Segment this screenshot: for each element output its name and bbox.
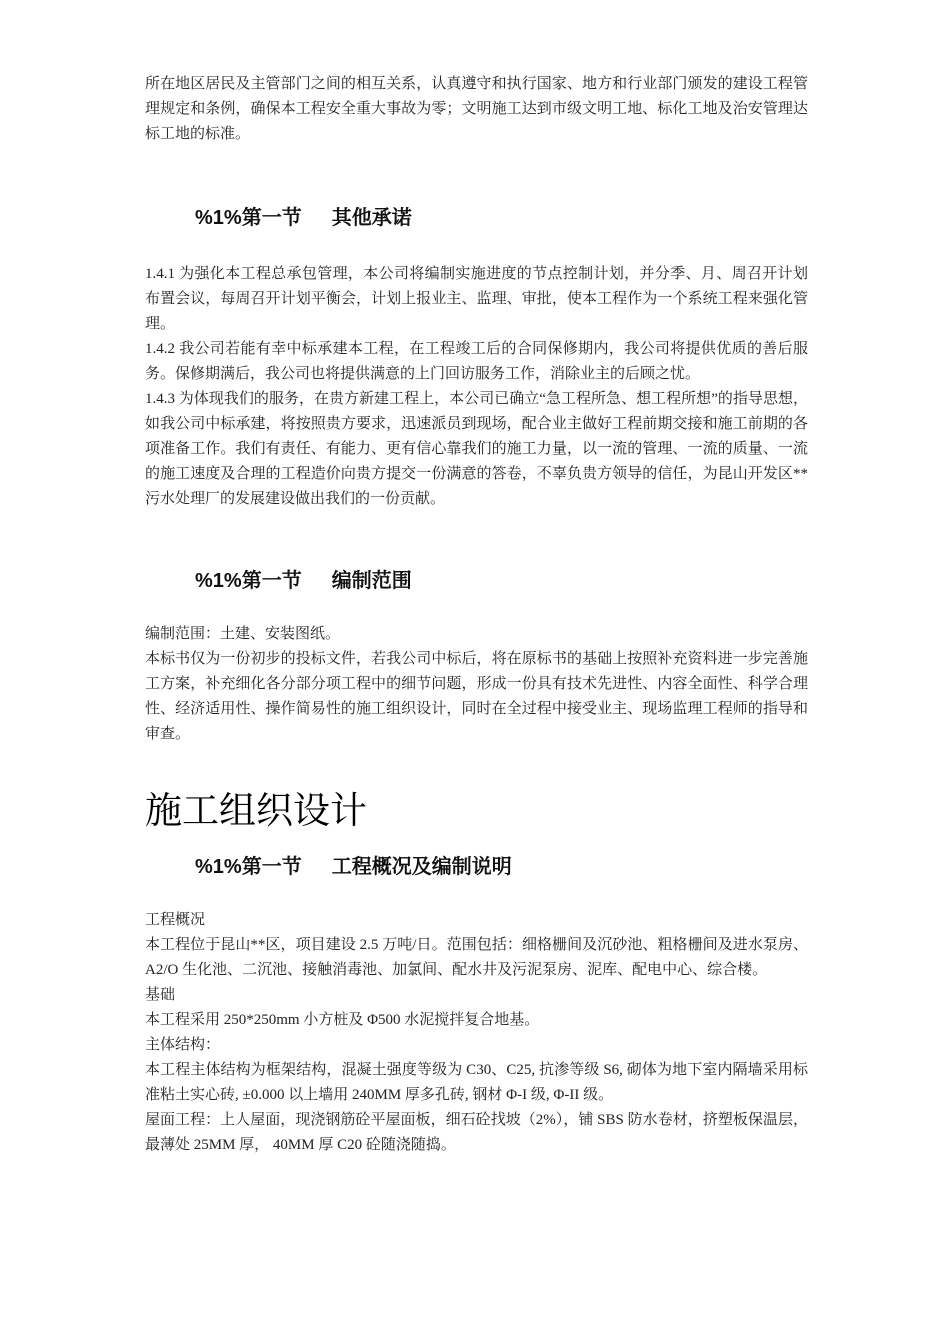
subheading: 工程概况 [145, 912, 206, 928]
section-heading-overview [145, 853, 808, 881]
section-number: %1%第一节 [195, 856, 302, 878]
paragraph: 编制范围：土建、安装图纸。 [145, 626, 341, 642]
overview-body [145, 908, 808, 1158]
scope-body [145, 622, 808, 747]
paragraph: 本工程主体结构为框架结构，混凝土强度等级为 C30、C25, 抗渗等级 S6, 砌体为地下室内隔墙采用标准粘土实心砖, ±0.000 以上墙用 240MM 厚多孔砖, 钢材 Φ-I 级, Φ-II 级。 [145, 1062, 808, 1103]
section-heading-scope [145, 567, 808, 595]
paragraph: 1.4.3 为体现我们的服务，在贵方新建工程上，本公司已确立“急工程所急、想工程所想”的指导思想，如我公司中标承建，将按照贵方要求，迅速派员到现场，配合业主做好工程前期交接和施工前期的各项准备工作。我们有责任、有能力、更有信心靠我们的施工力量，以一流的管理、一流的质量、一流的施工速度及合理的工程造价向贵方提交一份满意的答卷，不辜负贵方领导的信任，为昆山开发区**污水处理厂的发展建设做出我们的一份贡献。 [145, 391, 808, 507]
section-title: 工程概况及编制说明 [331, 856, 512, 878]
section-number: %1%第一节 [195, 570, 302, 592]
paragraph: 本工程采用 250*250mm 小方桩及 Φ500 水泥搅拌复合地基。 [145, 1012, 540, 1028]
chapter-title: 施工组织设计 [145, 789, 367, 832]
subheading: 主体结构： [145, 1037, 221, 1053]
document-page [145, 72, 808, 1158]
other-commitments-body [145, 262, 808, 512]
intro-paragraph: 所在地区居民及主管部门之间的相互关系，认真遵守和执行国家、地方和行业部门颁发的建设工程管理规定和条例，确保本工程安全重大事故为零；文明施工达到市级文明工地、标化工地及治安管理达标工地的标准。 [145, 76, 808, 142]
paragraph: 1.4.2 我公司若能有幸中标承建本工程，在工程竣工后的合同保修期内，我公司将提供优质的善后服务。保修期满后，我公司也将提供满意的上门回访服务工作，消除业主的后顾之忧。 [145, 341, 808, 382]
paragraph: 本标书仅为一份初步的投标文件，若我公司中标后，将在原标书的基础上按照补充资料进一步完善施工方案，补充细化各分部分项工程中的细节问题，形成一份具有技术先进性、内容全面性、科学合理性、经济适用性、操作简易性的施工组织设计，同时在全过程中接受业主、现场监理工程师的指导和审查。 [145, 651, 808, 742]
section-title: 编制范围 [331, 570, 412, 592]
paragraph: 本工程位于昆山**区，项目建设 2.5 万吨/日。范围包括：细格栅间及沉砂池、粗格栅间及进水泵房、A2/O 生化池、二沉池、接触消毒池、加氯间、配水井及污泥泵房、泥库、配电中心、综合楼。 [145, 937, 808, 978]
section-number: %1%第一节 [195, 207, 302, 229]
paragraph: 屋面工程：上人屋面，现浇钢筋砼平屋面板，细石砼找坡（2%），铺 SBS 防水卷材，挤塑板保温层，最薄处 25MM 厚， 40MM 厚 C20 砼随浇随捣。 [145, 1112, 808, 1153]
paragraph: 1.4.1 为强化本工程总承包管理，本公司将编制实施进度的节点控制计划，并分季、月、周召开计划布置会议，每周召开计划平衡会，计划上报业主、监理、审批，使本工程作为一个系统工程来强化管理。 [145, 266, 808, 332]
section-title: 其他承诺 [331, 207, 412, 229]
section-heading-other-commitments [145, 204, 808, 232]
subheading: 基础 [145, 987, 176, 1003]
